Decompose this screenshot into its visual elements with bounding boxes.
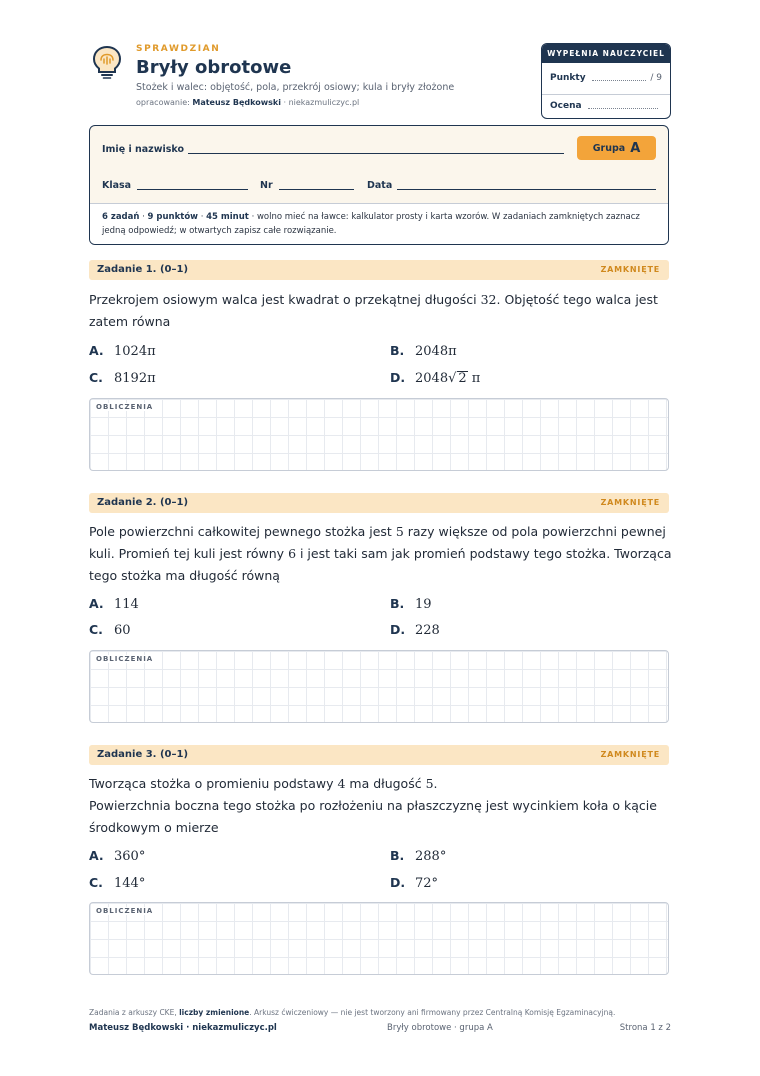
info-rules: · wolno mieć na ławce: kalkulator prosty i karta wzorów. W zadaniach zamkniętych zaznacz jedną odpowiedź; w otwartych zapisz całe rozwiązanie. <box>102 212 640 236</box>
page-title: Bryły obrotowe <box>136 57 292 78</box>
task-2-option-a[interactable]: A. 114 <box>89 596 139 612</box>
grade-label: Ocena <box>550 101 582 111</box>
task-2-text: Pole powierzchni całkowitej pewnego stożka jest 5 razy większe od pola powierzchni pewnej kuli. Promień tej kuli jest równy 6 i jest taki sam jak promień podstawy tego stożka. Tworząca tego stożka ma długość równą <box>89 524 672 583</box>
points-label: Punkty <box>550 73 586 83</box>
page-number: Strona 1 z 2 <box>619 1023 671 1033</box>
task-1-text: Przekrojem osiowym walca jest kwadrat o przekątnej długości 32. Objętość tego walca jest zatem równa <box>89 292 658 329</box>
test-info: 6 zadań · 9 punktów · 45 minut · wolno mieć na ławce: kalkulator prosty i karta wzorów. W zadaniach zamkniętych zaznacz jedną odpowiedź; w otwartych zapisz całe rozwiązanie. <box>90 203 668 244</box>
group-label: Grupa <box>592 142 626 154</box>
task-3-title: Zadanie 3. (0–1) <box>97 749 189 760</box>
points-row <box>550 73 662 83</box>
author-name: Mateusz Będkowski <box>192 98 281 107</box>
task-2-option-c[interactable]: C. 60 <box>89 622 131 638</box>
task-1-calc-area[interactable] <box>89 398 669 471</box>
nr-label: Nr <box>260 180 273 191</box>
task-1-tag: ZAMKNIĘTE <box>600 265 660 274</box>
footer-author: Mateusz Będkowski · niekazmuliczyc.pl <box>89 1023 277 1033</box>
task-1-calc-label: OBLICZENIA <box>96 403 156 411</box>
document-eyebrow: SPRAWDZIAN <box>136 44 221 54</box>
points-max: / 9 <box>650 73 662 83</box>
teacher-box-heading: WYPEŁNIA NAUCZYCIEL <box>542 44 670 63</box>
task-3-option-a[interactable]: A. 360° <box>89 848 146 864</box>
group-letter: A <box>630 140 641 156</box>
date-label: Data <box>367 180 393 191</box>
footer-note: Zadania z arkuszy CKE, liczby zmienione. Arkusz ćwiczeniowy — nie jest tworzony ani firmowany przez Centralną Komisję Egzaminacyjną. <box>89 1008 616 1017</box>
date-field[interactable] <box>397 189 656 190</box>
class-label: Klasa <box>102 180 132 191</box>
author-site: · niekazmuliczyc.pl <box>283 98 360 107</box>
task-3-text: Tworząca stożka o promieniu podstawy 4 ma długość 5. Powierzchnia boczna tego stożka po rozłożeniu na płaszczyznę jest wycinkiem koła o kącie środkowym o mierze <box>89 776 657 835</box>
task-3-option-b[interactable]: B. 288° <box>390 848 447 864</box>
nr-field[interactable] <box>279 189 354 190</box>
task-1-header <box>89 260 669 280</box>
grade-field[interactable] <box>588 108 658 109</box>
author-prefix: opracowanie: <box>136 98 190 107</box>
footer-title: Bryły obrotowe · grupa A <box>387 1023 493 1033</box>
task-2-tag: ZAMKNIĘTE <box>600 498 660 507</box>
task-2-header <box>89 493 669 513</box>
lightbulb-brain-icon <box>91 45 123 79</box>
task-2-option-d[interactable]: D. 228 <box>390 622 440 638</box>
teacher-box-divider <box>542 94 670 95</box>
task-3-calc-area[interactable] <box>89 902 669 975</box>
student-box <box>89 125 669 245</box>
info-time: 45 minut <box>206 212 249 222</box>
name-label: Imię i nazwisko <box>102 144 184 155</box>
task-3-tag: ZAMKNIĘTE <box>600 750 660 759</box>
points-field[interactable] <box>592 80 647 81</box>
task-3-header <box>89 745 669 765</box>
task-3-calc-label: OBLICZENIA <box>96 907 156 915</box>
task-2-calc-label: OBLICZENIA <box>96 655 156 663</box>
task-1-option-b[interactable]: B. 2048π <box>390 343 457 359</box>
task-3-option-c[interactable]: C. 144° <box>89 875 146 891</box>
task-2-calc-area[interactable] <box>89 650 669 723</box>
info-points: 9 punktów <box>147 212 199 222</box>
task-1-option-c[interactable]: C. 8192π <box>89 370 156 386</box>
task-2-option-b[interactable]: B. 19 <box>390 596 432 612</box>
task-1-option-a[interactable]: A. 1024π <box>89 343 156 359</box>
info-task-count: 6 zadań <box>102 212 140 222</box>
task-1-option-d[interactable]: D. 2048√ 2 π <box>390 370 481 386</box>
author-line <box>136 98 359 107</box>
group-badge <box>577 136 656 160</box>
page-subtitle: Stożek i walec: objętość, pola, przekrój osiowy; kula i bryły złożone <box>136 82 455 93</box>
task-1-title: Zadanie 1. (0–1) <box>97 264 189 275</box>
teacher-box <box>541 43 671 119</box>
task-2-title: Zadanie 2. (0–1) <box>97 497 189 508</box>
name-field[interactable] <box>188 153 564 154</box>
task-3-option-d[interactable]: D. 72° <box>390 875 439 891</box>
class-field[interactable] <box>137 189 248 190</box>
grade-row <box>550 101 662 111</box>
